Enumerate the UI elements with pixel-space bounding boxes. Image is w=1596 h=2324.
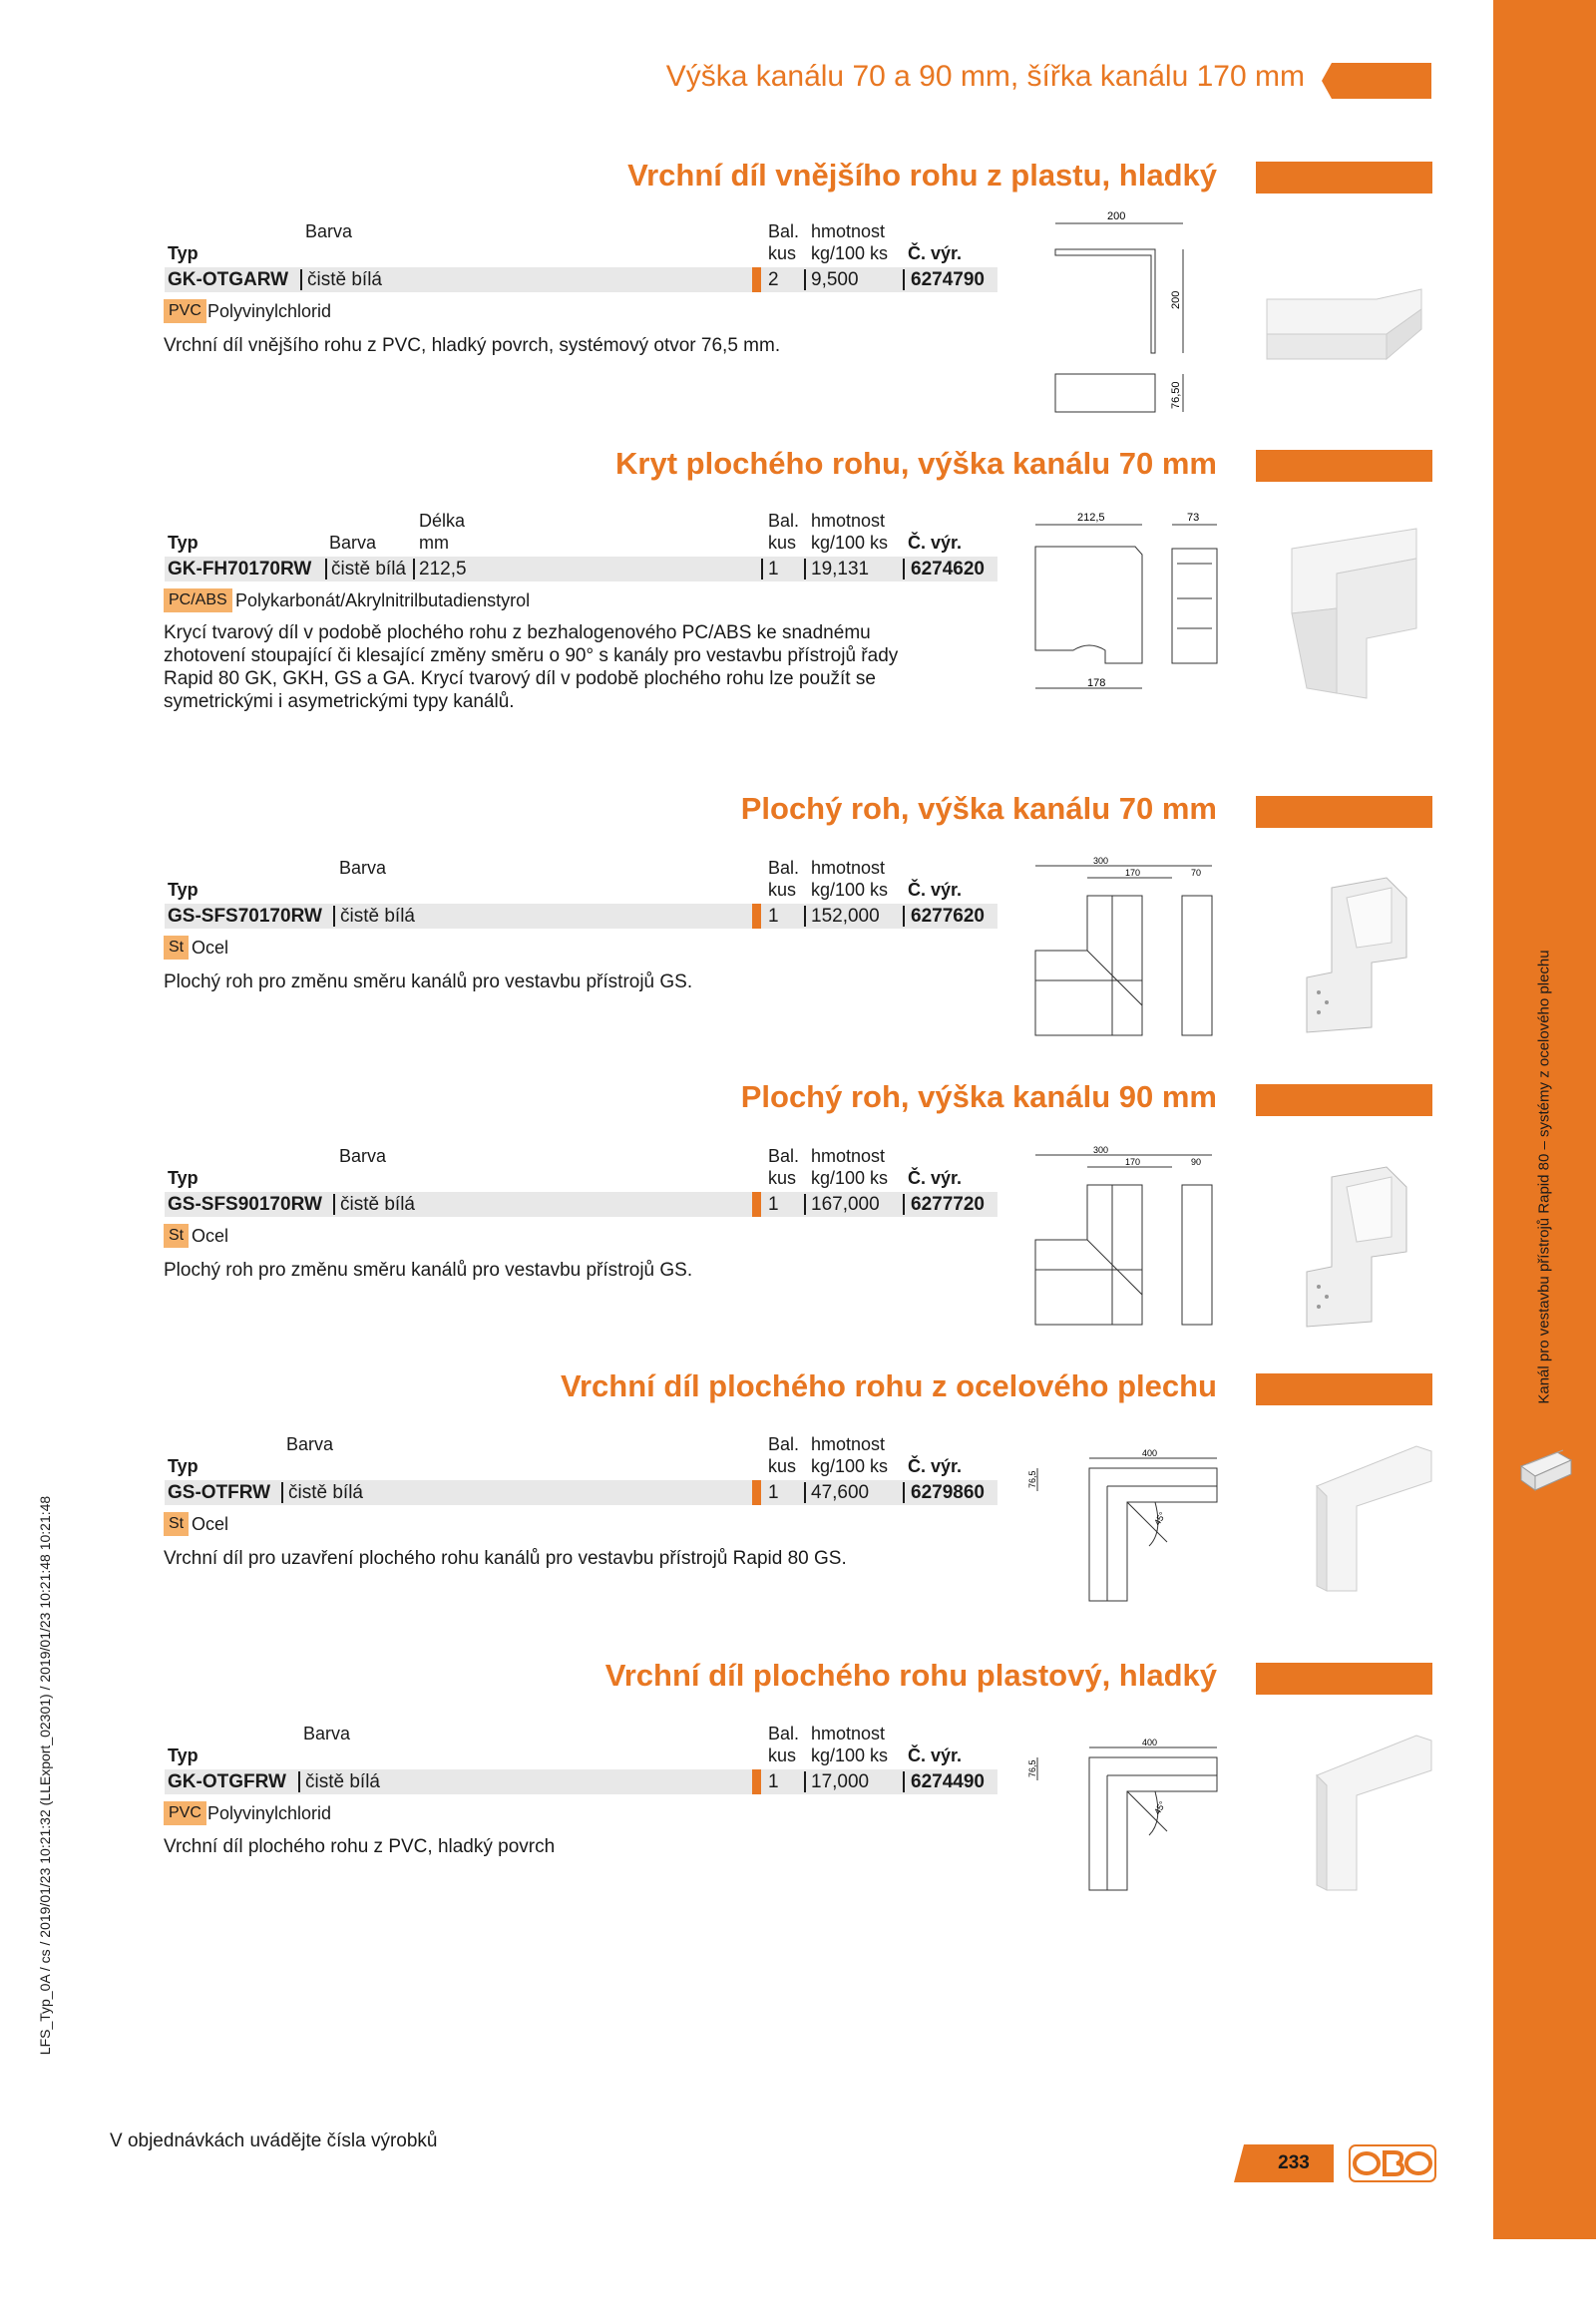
material-badge: St <box>164 936 189 960</box>
dim-label: 73 <box>1187 512 1200 524</box>
product-description: Vrchní díl vnějšího rohu z PVC, hladký povrch, systémový otvor 76,5 mm. <box>164 335 781 356</box>
order-marker <box>752 904 761 929</box>
product-description: Vrchní díl pro uzavření plochého rohu kanálů pro vestavbu přístrojů Rapid 80 GS. <box>164 1548 847 1569</box>
section-title: Vrchní díl plochého rohu z ocelového plechu <box>561 1368 1217 1403</box>
technical-drawing <box>1027 1446 1227 1606</box>
col-bal: Bal. <box>768 858 800 878</box>
side-category-text: Kanál pro vestavbu přístrojů Rapid 80 – systémy z ocelového plechu <box>1535 950 1553 1404</box>
col-hmotnost-unit: kg/100 ks <box>811 243 889 263</box>
col-bal-unit: kus <box>768 243 797 263</box>
product-barva: čistě bílá <box>340 906 415 927</box>
col-barva: Barva <box>286 1434 334 1454</box>
dim-label: 76,5 <box>1027 1759 1037 1777</box>
product-hmotnost: 152,000 <box>811 906 880 927</box>
separator <box>281 1482 283 1503</box>
product-photo <box>1297 868 1436 1037</box>
product-bal: 1 <box>768 906 779 927</box>
material-name: Ocel <box>192 1226 229 1246</box>
product-bal: 1 <box>768 1194 779 1215</box>
product-description: Vrchní díl plochého rohu z PVC, hladký povrch <box>164 1836 556 1857</box>
technical-drawing <box>1027 856 1227 1040</box>
product-cvyr: 6274620 <box>911 559 985 580</box>
col-bal-unit: kus <box>768 880 797 900</box>
dim-label: 400 <box>1142 1448 1158 1458</box>
section-title: Plochý roh, výška kanálu 90 mm <box>740 1079 1217 1114</box>
technical-drawing <box>1027 1145 1227 1330</box>
dim-label: 70 <box>1191 868 1202 878</box>
separator <box>804 906 806 927</box>
col-typ: Typ <box>168 1168 199 1188</box>
section-bar <box>1256 796 1432 828</box>
product-photo <box>1297 1726 1436 1895</box>
product-cvyr: 6274790 <box>911 269 985 290</box>
product-photo <box>1257 279 1431 379</box>
col-cvyr: Č. výr. <box>908 533 963 553</box>
material-badge: PVC <box>164 299 206 323</box>
separator <box>804 269 806 290</box>
col-barva: Barva <box>305 221 353 241</box>
product-typ: GK-OTGFRW <box>168 1771 286 1792</box>
col-hmotnost-unit: kg/100 ks <box>811 1456 889 1476</box>
order-marker <box>752 267 761 292</box>
dim-label: 170 <box>1125 868 1141 878</box>
product-bal: 1 <box>768 1482 779 1503</box>
material-name: Ocel <box>192 1514 229 1534</box>
product-typ: GS-OTFRW <box>168 1482 271 1503</box>
page-number: 233 <box>1278 2152 1310 2173</box>
dim-label: 200 <box>1170 290 1182 309</box>
separator <box>298 1771 300 1792</box>
col-bal: Bal. <box>768 1146 800 1166</box>
section-title: Plochý roh, výška kanálu 70 mm <box>740 791 1217 826</box>
dim-label: 300 <box>1093 856 1109 866</box>
col-hmotnost: hmotnost <box>811 1434 886 1454</box>
col-delka: Délka <box>419 511 466 531</box>
col-bal: Bal. <box>768 1724 800 1743</box>
technical-drawing <box>1027 1736 1227 1895</box>
col-hmotnost: hmotnost <box>811 511 886 531</box>
col-typ: Typ <box>168 880 199 900</box>
separator <box>333 906 335 927</box>
col-cvyr: Č. výr. <box>908 1168 963 1188</box>
product-typ: GS-SFS90170RW <box>168 1194 322 1215</box>
col-hmotnost-unit: kg/100 ks <box>811 533 889 553</box>
separator <box>903 1771 905 1792</box>
dim-label: 300 <box>1093 1145 1109 1155</box>
table-row <box>165 267 998 292</box>
separator <box>413 559 415 580</box>
document-meta: LFS_Typ_0A / cs / 2019/01/23 10:21:32 (LLExport_02301) / 2019/01/23 10:21:48 10:21:48 <box>37 1495 53 2056</box>
separator <box>804 1771 806 1792</box>
dim-label: 90 <box>1191 1157 1202 1167</box>
product-cvyr: 6277620 <box>911 906 985 927</box>
product-typ: GK-FH70170RW <box>168 559 312 580</box>
product-cvyr: 6279860 <box>911 1482 985 1503</box>
col-cvyr: Č. výr. <box>908 880 963 900</box>
product-hmotnost: 47,600 <box>811 1482 870 1503</box>
material-name: Polyvinylchlorid <box>207 301 332 321</box>
section-bar <box>1256 1084 1432 1116</box>
separator <box>903 1482 905 1503</box>
separator <box>903 269 905 290</box>
section-title: Kryt plochého rohu, výška kanálu 70 mm <box>615 446 1217 481</box>
product-description: Plochý roh pro změnu směru kanálů pro vestavbu přístrojů GS. <box>164 1260 693 1281</box>
separator <box>333 1194 335 1215</box>
product-bal: 2 <box>768 269 779 290</box>
col-hmotnost-unit: kg/100 ks <box>811 1745 889 1765</box>
product-photo <box>1297 1436 1436 1596</box>
material-badge: PC/ABS <box>164 588 232 612</box>
separator <box>804 1482 806 1503</box>
col-hmotnost: hmotnost <box>811 221 886 241</box>
material-name: Ocel <box>192 938 229 958</box>
product-cvyr: 6277720 <box>911 1194 985 1215</box>
col-hmotnost-unit: kg/100 ks <box>811 880 889 900</box>
dim-label: 200 <box>1107 210 1126 222</box>
dim-label: 170 <box>1125 1157 1141 1167</box>
col-cvyr: Č. výr. <box>908 1745 963 1765</box>
separator <box>300 269 302 290</box>
table-row <box>165 1769 998 1794</box>
product-delka: 212,5 <box>419 559 467 580</box>
product-cvyr: 6274490 <box>911 1771 985 1792</box>
col-typ: Typ <box>168 1745 199 1765</box>
order-marker <box>752 1192 761 1217</box>
product-barva: čistě bílá <box>331 559 406 580</box>
channel-icon <box>1517 1446 1573 1496</box>
product-typ: GS-SFS70170RW <box>168 906 322 927</box>
material-badge: St <box>164 1224 189 1248</box>
separator <box>325 559 327 580</box>
section-bar <box>1256 1373 1432 1405</box>
col-bal-unit: kus <box>768 533 797 553</box>
product-barva: čistě bílá <box>288 1482 363 1503</box>
dim-label: 45° <box>1152 1799 1168 1816</box>
col-bal-unit: kus <box>768 1745 797 1765</box>
col-cvyr: Č. výr. <box>908 1456 963 1476</box>
header-arrow-icon <box>1322 63 1431 99</box>
section-title: Vrchní díl vnějšího rohu z plastu, hladký <box>627 158 1217 193</box>
order-marker <box>752 1769 761 1794</box>
separator <box>903 1194 905 1215</box>
col-barva: Barva <box>329 533 377 553</box>
dim-label: 212,5 <box>1077 512 1105 524</box>
separator <box>804 559 806 580</box>
col-barva: Barva <box>339 858 387 878</box>
col-delka-unit: mm <box>419 533 449 553</box>
dim-label: 45° <box>1152 1510 1168 1527</box>
col-cvyr: Č. výr. <box>908 243 963 263</box>
col-typ: Typ <box>168 1456 199 1476</box>
section-bar <box>1256 1663 1432 1695</box>
product-hmotnost: 9,500 <box>811 269 859 290</box>
footer-note: V objednávkách uvádějte čísla výrobků <box>110 2130 438 2151</box>
section-bar <box>1256 162 1432 194</box>
product-photo <box>1297 1157 1436 1332</box>
material-name: Polykarbonát/Akrylnitrilbutadienstyrol <box>235 590 531 610</box>
col-barva: Barva <box>303 1724 351 1743</box>
col-hmotnost: hmotnost <box>811 1146 886 1166</box>
col-bal: Bal. <box>768 1434 800 1454</box>
col-bal: Bal. <box>768 511 800 531</box>
product-barva: čistě bílá <box>307 269 382 290</box>
dim-label: 178 <box>1087 677 1106 689</box>
product-hmotnost: 17,000 <box>811 1771 870 1792</box>
material-badge: PVC <box>164 1801 206 1825</box>
section-title: Vrchní díl plochého rohu plastový, hladký <box>604 1658 1217 1693</box>
separator <box>804 1194 806 1215</box>
dim-label: 76,5 <box>1027 1470 1037 1488</box>
material-name: Polyvinylchlorid <box>207 1803 332 1823</box>
col-hmotnost: hmotnost <box>811 858 886 878</box>
product-typ: GK-OTGARW <box>168 269 289 290</box>
product-bal: 1 <box>768 559 779 580</box>
obo-logo <box>1349 2144 1436 2182</box>
dim-label: 76,50 <box>1170 381 1182 409</box>
separator <box>761 559 763 580</box>
col-barva: Barva <box>339 1146 387 1166</box>
product-photo <box>1277 519 1431 703</box>
separator <box>903 559 905 580</box>
technical-drawing <box>1027 509 1227 698</box>
material-badge: St <box>164 1512 189 1536</box>
product-hmotnost: 19,131 <box>811 559 870 580</box>
product-barva: čistě bílá <box>340 1194 415 1215</box>
technical-drawing <box>1047 209 1197 414</box>
page-header-title: Výška kanálu 70 a 90 mm, šířka kanálu 170 mm <box>665 60 1305 93</box>
col-typ: Typ <box>168 533 199 553</box>
col-bal: Bal. <box>768 221 800 241</box>
product-description: Plochý roh pro změnu směru kanálů pro vestavbu přístrojů GS. <box>164 971 693 992</box>
order-marker <box>752 1480 761 1505</box>
col-hmotnost: hmotnost <box>811 1724 886 1743</box>
col-hmotnost-unit: kg/100 ks <box>811 1168 889 1188</box>
product-hmotnost: 167,000 <box>811 1194 880 1215</box>
product-description: Krycí tvarový díl v podobě plochého rohu z bezhalogenového PC/ABS ke snadnému zhotovení stoupající či klesající změny směru o 90° s kanály pro vestavbu přístrojů řady Rapid 80 GK, GKH, GS a GA. Krycí tvarový díl v podobě plochého rohu lze použít se symetrickými i asymetrickými typy kanálů. <box>164 622 899 712</box>
section-bar <box>1256 450 1432 482</box>
col-bal-unit: kus <box>768 1168 797 1188</box>
col-bal-unit: kus <box>768 1456 797 1476</box>
product-bal: 1 <box>768 1771 779 1792</box>
product-barva: čistě bílá <box>305 1771 380 1792</box>
col-typ: Typ <box>168 243 199 263</box>
separator <box>903 906 905 927</box>
dim-label: 400 <box>1142 1738 1158 1747</box>
